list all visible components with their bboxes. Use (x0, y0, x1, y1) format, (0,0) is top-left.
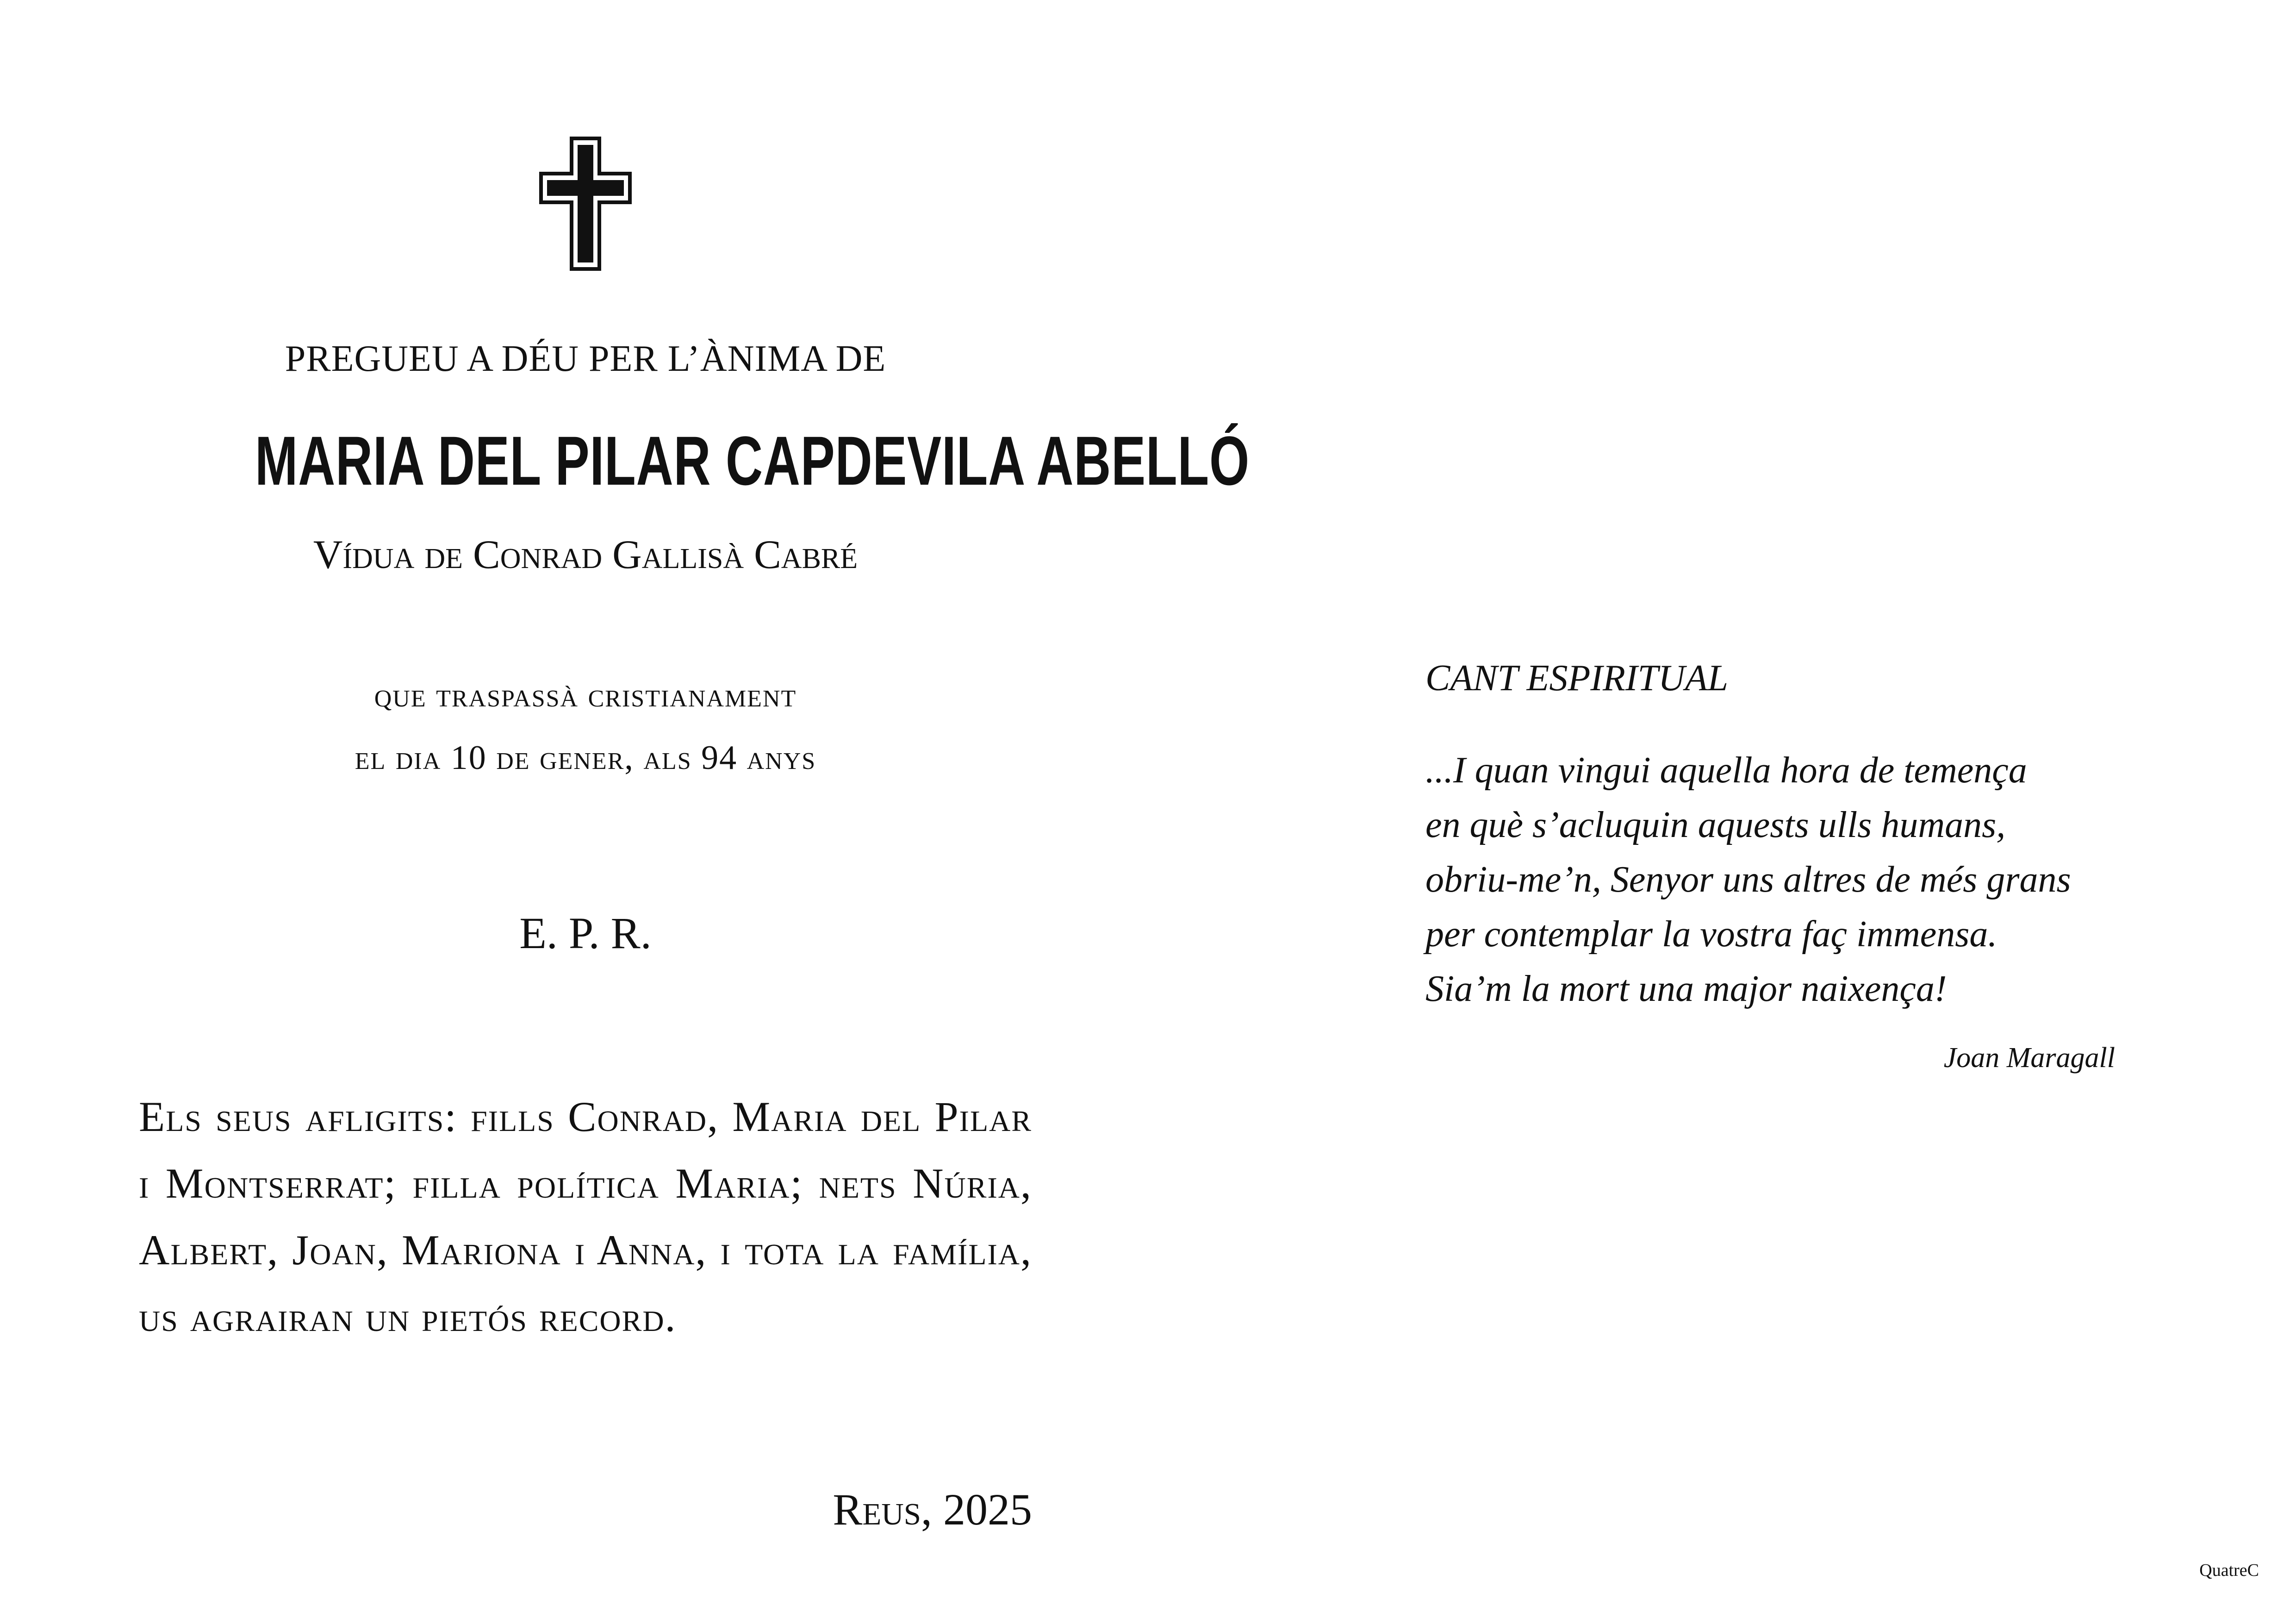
poem-author: Joan Maragall (1943, 1042, 2115, 1074)
right-panel (1425, 0, 2157, 1624)
family-paragraph: Els seus afligits: fills Conrad, Maria del Pilar i Montserrat; filla política Maria; nets Núria, Albert, Joan, Mariona i Anna, i tota la família, us agrairan un pietós record. (139, 1093, 1032, 1340)
poem-line: obriu-me’n, Senyor uns altres de més grans (1425, 859, 2071, 900)
passed-line-1: que traspassà cristianament (374, 676, 797, 714)
place-date: Reus, 2025 (833, 1485, 1032, 1534)
poem-line: per contemplar la vostra faç immensa. (1425, 914, 1997, 955)
epr-text: E. P. R. (519, 908, 652, 958)
left-panel (139, 0, 1250, 1624)
poem-title: CANT ESPIRITUAL (1425, 658, 1729, 699)
poem-line: Sia’m la mort una major naixença! (1425, 968, 1947, 1009)
latin-cross-icon (539, 137, 632, 271)
poem-line: ...I quan vingui aquella hora de temença (1425, 750, 2027, 791)
passed-line-2: el dia 10 de gener, als 94 anys (355, 739, 816, 777)
poem-line: en què s’acluquin aquests ulls humans, (1425, 805, 2006, 845)
prayer-heading: PREGUEU A DÉU PER L’ÀNIMA DE (285, 338, 886, 379)
widow-line: Vídua de Conrad Gallisà Cabré (313, 532, 858, 577)
printer-mark: QuatreC (2199, 1561, 2259, 1580)
poem (1425, 743, 2071, 1016)
deceased-name: MARIA DEL PILAR CAPDEVILA ABELLÓ (255, 422, 1250, 500)
